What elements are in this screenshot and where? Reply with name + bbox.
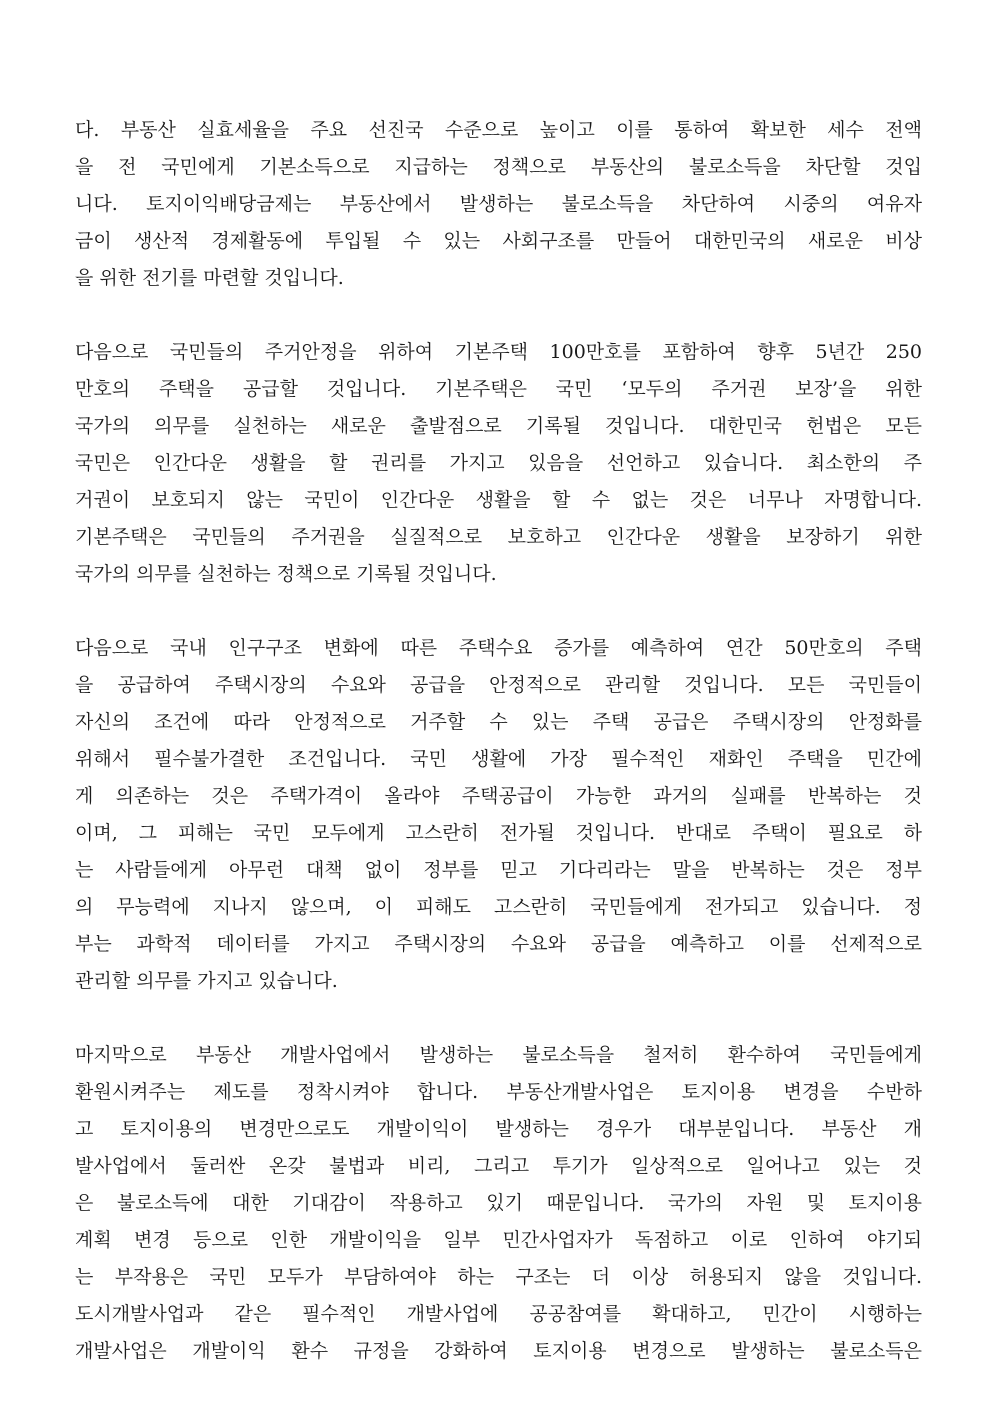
text-line: 의 무능력에 지나지 않으며, 이 피해도 고스란히 국민들에게 전가되고 있습니다. 정 — [75, 896, 922, 918]
text-line: 을 위한 전기를 마련할 것입니다. — [75, 267, 344, 289]
text-line: 는 부작용은 국민 모두가 부담하여야 하는 구조는 더 이상 허용되지 않을 것입니다. — [75, 1266, 922, 1288]
text-line: 부는 과학적 데이터를 가지고 주택시장의 수요와 공급을 예측하고 이를 선제적으로 — [75, 933, 922, 955]
text-line: 을 전 국민에게 기본소득으로 지급하는 정책으로 부동산의 불로소득을 차단할 것입 — [75, 156, 922, 178]
text-line: 금이 생산적 경제활동에 투입될 수 있는 사회구조를 만들어 대한민국의 새로운 비상 — [75, 230, 922, 252]
text-line: 환원시켜주는 제도를 정착시켜야 합니다. 부동산개발사업은 토지이용 변경을 수반하 — [75, 1081, 922, 1103]
text-line: 고 토지이용의 변경만으로도 개발이익이 발생하는 경우가 대부분입니다. 부동산 개 — [75, 1118, 922, 1140]
text-line: 계획 변경 등으로 인한 개발이익을 일부 민간사업자가 독점하고 이로 인하여 야기되 — [75, 1229, 922, 1251]
paragraph-housing-supply — [75, 630, 922, 1000]
text-line: 만호의 주택을 공급할 것입니다. 기본주택은 국민 ‘모두의 주거권 보장’을 위한 — [75, 378, 922, 400]
text-line: 위해서 필수불가결한 조건입니다. 국민 생활에 가장 필수적인 재화인 주택을 민간에 — [75, 748, 922, 770]
text-line: 도시개발사업과 같은 필수적인 개발사업에 공공참여를 확대하고, 민간이 시행하는 — [75, 1303, 922, 1325]
text-line: 은 불로소득에 대한 기대감이 작용하고 있기 때문입니다. 국가의 자원 및 토지이용 — [75, 1192, 922, 1214]
paragraph-land-tax — [75, 112, 922, 297]
text-line: 마지막으로 부동산 개발사업에서 발생하는 불로소득을 철저히 환수하여 국민들에게 — [75, 1044, 922, 1066]
paragraph-development-gains — [75, 1037, 922, 1370]
text-line: 게 의존하는 것은 주택가격이 올라야 주택공급이 가능한 과거의 실패를 반복하는 것 — [75, 785, 922, 807]
text-line: 거권이 보호되지 않는 국민이 인간다운 생활을 할 수 없는 것은 너무나 자명합니다. — [75, 489, 922, 511]
text-line: 기본주택은 국민들의 주거권을 실질적으로 보호하고 인간다운 생활을 보장하기 위한 — [75, 526, 922, 548]
text-line: 개발사업은 개발이익 환수 규정을 강화하여 토지이용 변경으로 발생하는 불로소득은 — [75, 1340, 922, 1362]
text-line: 국가의 의무를 실천하는 정책으로 기록될 것입니다. — [75, 563, 497, 585]
text-line: 국민은 인간다운 생활을 할 권리를 가지고 있음을 선언하고 있습니다. 최소한의 주 — [75, 452, 922, 474]
text-line: 을 공급하여 주택시장의 수요와 공급을 안정적으로 관리할 것입니다. 모든 국민들이 — [75, 674, 922, 696]
text-line: 다음으로 국내 인구구조 변화에 따른 주택수요 증가를 예측하여 연간 50만호의 주택 — [75, 637, 922, 659]
text-line: 관리할 의무를 가지고 있습니다. — [75, 970, 338, 992]
text-line: 다음으로 국민들의 주거안정을 위하여 기본주택 100만호를 포함하여 향후 5년간 250 — [75, 341, 922, 363]
paragraph-basic-housing — [75, 334, 922, 593]
text-line: 발사업에서 둘러싼 온갖 불법과 비리, 그리고 투기가 일상적으로 일어나고 있는 것 — [75, 1155, 922, 1177]
text-line: 다. 부동산 실효세율을 주요 선진국 수준으로 높이고 이를 통하여 확보한 세수 전액 — [75, 119, 922, 141]
text-line: 자신의 조건에 따라 안정적으로 거주할 수 있는 주택 공급은 주택시장의 안정화를 — [75, 711, 922, 733]
text-line: 는 사람들에게 아무런 대책 없이 정부를 믿고 기다리라는 말을 반복하는 것은 정부 — [75, 859, 922, 881]
text-line: 국가의 의무를 실천하는 새로운 출발점으로 기록될 것입니다. 대한민국 헌법은 모든 — [75, 415, 922, 437]
text-line: 이며, 그 피해는 국민 모두에게 고스란히 전가될 것입니다. 반대로 주택이 필요로 하 — [75, 822, 922, 844]
text-line: 니다. 토지이익배당금제는 부동산에서 발생하는 불로소득을 차단하여 시중의 여유자 — [75, 193, 922, 215]
